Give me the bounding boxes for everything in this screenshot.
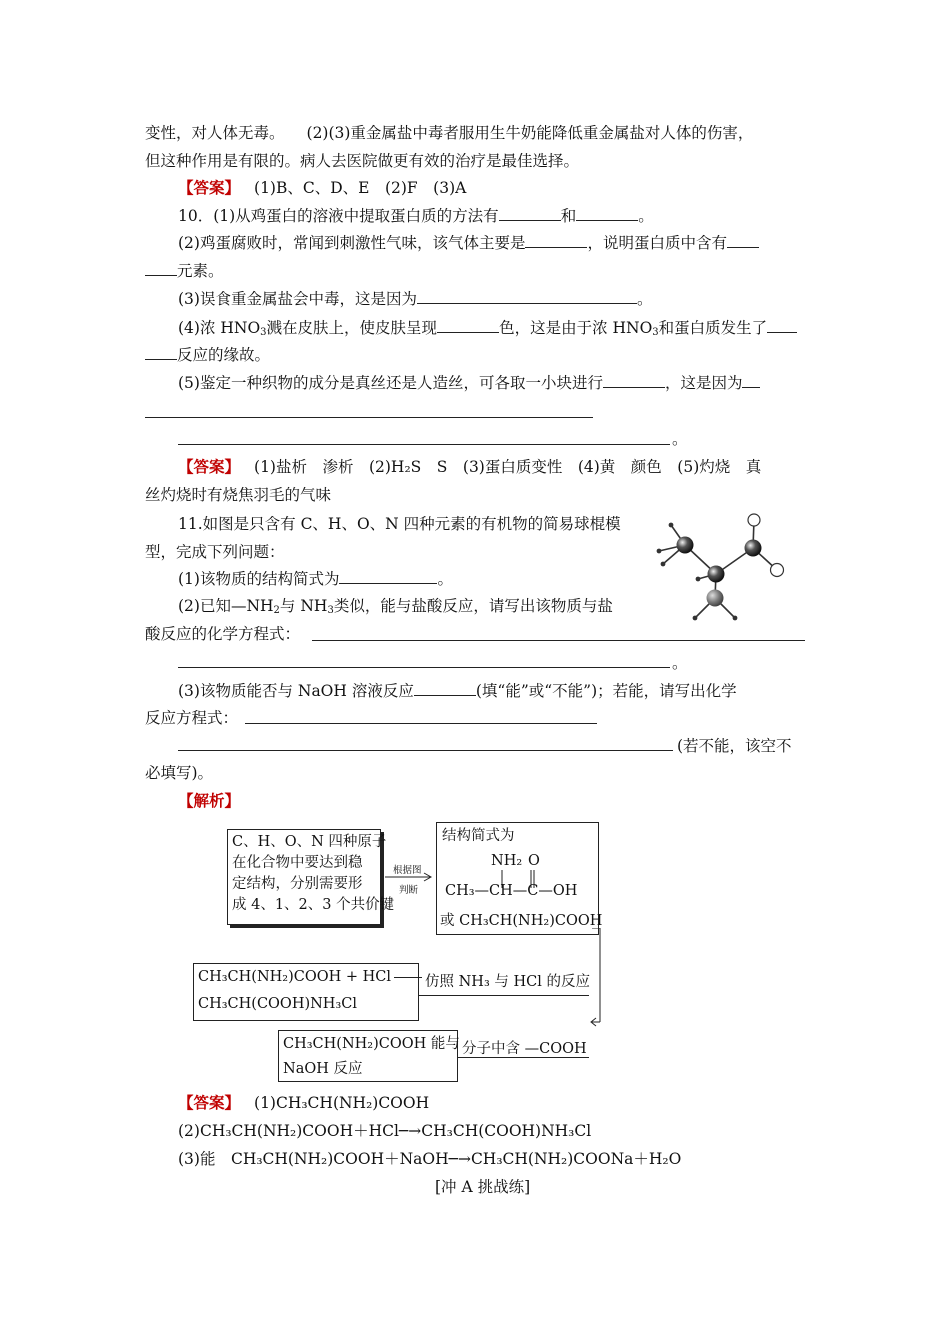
question-10-line-3 [145, 260, 224, 282]
answer-rule[interactable] [178, 750, 673, 751]
question-10-line-7 [178, 372, 760, 394]
answer-blank[interactable] [145, 260, 177, 276]
answer-blank[interactable] [499, 205, 561, 221]
connector-line [458, 1057, 589, 1058]
text-segment: (5)鉴定一种织物的成分是真丝还是人造丝，可各取一小块进行 [178, 374, 603, 392]
text-segment: ，说明蛋白质中含有 [587, 234, 727, 252]
formula-oxygen: O [528, 853, 540, 869]
text-segment: 。 [638, 207, 654, 225]
answer-blank[interactable] [417, 288, 637, 304]
question-11-line-2: 型，完成下列问题： [145, 543, 285, 561]
subscript: 3 [652, 327, 659, 338]
text-segment: 10．(1)从鸡蛋白的溶液中提取蛋白质的方法有 [178, 207, 499, 225]
text-segment: 变性，对人体无毒。 [145, 124, 285, 142]
text-segment: 。 [672, 430, 688, 448]
text-segment: 类似，能与盐酸反应，请写出该物质与盐 [333, 597, 613, 615]
answer-text: (1)盐析 渗析 (2)H₂S S (3)蛋白质变性 (4)黄 颜色 (5)灼烧 真 [254, 458, 762, 476]
flow-box-line: 在化合物中要达到稳 [232, 855, 363, 871]
flow-box-line: CH₃CH(COOH)NH₃Cl [198, 996, 357, 1012]
text-segment: (填“能”或“不能”)；若能，请写出化学 [475, 682, 737, 700]
answer-line [178, 456, 761, 478]
answer-blank[interactable] [339, 568, 437, 584]
flow-label-3: 仿照 NH₃ 与 HCl 的反应 [425, 974, 590, 990]
reaction-arrow [394, 977, 422, 978]
text-segment: 与 NH [279, 597, 328, 615]
question-10-line-2 [178, 232, 759, 254]
arrow-label-top: 根据图 [393, 865, 422, 876]
answer-blank[interactable] [742, 372, 760, 388]
section-footer: [冲 A 挑战练] [435, 1178, 531, 1196]
text-segment: (4)浓 HNO [178, 319, 261, 337]
answer-tag: 【答案】 [178, 1093, 241, 1112]
text-segment: 【解析】 [178, 791, 241, 810]
answer-line: (3)能 CH₃CH(NH₂)COOH＋NaOH─→CH₃CH(NH₂)COONa＋H₂O [178, 1150, 682, 1168]
flow-box-3 [193, 963, 419, 1021]
text-segment: 。 [672, 654, 688, 672]
flow-box-line: NaOH 反应 [283, 1061, 363, 1077]
subscript: 3 [327, 605, 334, 616]
ball-and-stick-model-image [645, 508, 815, 628]
answer-rule[interactable] [312, 640, 805, 641]
text-segment: (若不能，该空不 [677, 737, 792, 755]
question-10-line-5 [178, 317, 797, 344]
answer-rule[interactable] [245, 723, 597, 724]
flow-box-line [198, 967, 414, 988]
answer-line: (2)CH₃CH(NH₂)COOH＋HCl─→CH₃CH(COOH)NH₃Cl [178, 1122, 592, 1140]
question-10-line-4 [178, 288, 652, 310]
arrow-right-icon [384, 872, 436, 882]
flow-label-4: 分子中含 —COOH [462, 1041, 587, 1057]
answer-blank[interactable] [145, 344, 177, 360]
text-segment: (2)鸡蛋腐败时，常闻到刺激性气味，该气体主要是 [178, 234, 526, 252]
text-segment: 元素。 [177, 262, 224, 280]
answer-blank[interactable] [767, 317, 797, 333]
question-11-line-4 [178, 595, 613, 622]
text-segment: 和蛋白质发生了 [658, 319, 768, 337]
formula-nh2: NH₂ [491, 853, 523, 869]
connector-arrow [590, 928, 604, 1028]
text-segment: 色，这是由于浓 HNO [499, 319, 653, 337]
question-11-line-8: 反应方程式： [145, 709, 239, 727]
answer-line [178, 1092, 429, 1114]
text-segment: (1)该物质的结构简式为 [178, 570, 340, 588]
question-10-line-1 [178, 205, 654, 227]
question-11-line-7 [178, 680, 737, 702]
text-segment: 和 [560, 207, 577, 225]
answer-line: 丝灼烧时有烧焦羽毛的气味 [145, 486, 332, 504]
text-segment: CH₃CH(NH₂)COOH + HCl [198, 969, 392, 985]
answer-blank[interactable] [437, 317, 499, 333]
answer-blank[interactable] [525, 232, 587, 248]
formula-chain: CH₃—CH—C—OH [445, 883, 578, 899]
flow-box-title: 结构简式为 [442, 828, 515, 844]
text-segment: 。 [437, 570, 453, 588]
text-segment: (2)已知—NH [178, 597, 274, 615]
text-segment: 反应的缘故。 [177, 346, 271, 364]
question-10-line-6 [145, 344, 270, 366]
answer-blank[interactable] [603, 372, 665, 388]
flow-box-1 [227, 829, 395, 925]
text-line [145, 122, 753, 144]
answer-rule[interactable] [145, 417, 593, 418]
answer-blank[interactable] [727, 232, 759, 248]
arrow-label-bottom: 判断 [399, 885, 419, 896]
question-11-line-10: 必填写)。 [145, 764, 214, 782]
flow-box-line: 成 4、1、2、3 个共价键 [232, 897, 395, 913]
analysis-tag [178, 790, 240, 812]
flow-box-line: C、H、O、N 四种原子 [232, 834, 387, 850]
text-segment: 。 [636, 290, 653, 308]
answer-tag: 【答案】 [178, 178, 241, 197]
text-line: 但这种作用是有限的。病人去医院做更有效的治疗是最佳选择。 [145, 152, 580, 170]
answer-blank[interactable] [414, 680, 476, 696]
answer-line [178, 177, 466, 199]
text-segment: 溅在皮肤上，使皮肤呈现 [266, 319, 438, 337]
flow-box-4 [278, 1030, 458, 1082]
subscript: 2 [273, 605, 280, 616]
question-11-line-1: 11.如图是只含有 C、H、O、N 四种元素的有机物的简易球棍模 [178, 515, 621, 533]
answer-tag: 【答案】 [178, 457, 241, 476]
connector-line [419, 995, 589, 996]
question-11-line-3 [178, 568, 453, 590]
answer-text: (1)CH₃CH(NH₂)COOH [254, 1094, 430, 1112]
flow-box-line: 定结构，分别需要形 [232, 876, 363, 892]
answer-rule[interactable] [178, 667, 670, 668]
text-segment: (3)该物质能否与 NaOH 溶液反应 [178, 682, 414, 700]
answer-text: (1)B、C、D、E (2)F (3)A [254, 179, 467, 197]
text-segment: (2)(3)重金属盐中毒者服用生牛奶能降低重金属盐对人体的伤害， [306, 124, 754, 142]
answer-blank[interactable] [576, 205, 638, 221]
flow-box-line: CH₃CH(NH₂)COOH 能与 [283, 1036, 460, 1052]
answer-rule[interactable] [178, 444, 670, 445]
subscript: 3 [260, 327, 267, 338]
text-segment: ，这是因为 [664, 374, 743, 392]
question-11-line-5: 酸反应的化学方程式： [145, 625, 301, 643]
formula-condensed: 或 CH₃CH(NH₂)COOH [440, 913, 603, 929]
text-segment: (3)误食重金属盐会中毒，这是因为 [178, 290, 417, 308]
flow-box-2 [436, 822, 603, 935]
